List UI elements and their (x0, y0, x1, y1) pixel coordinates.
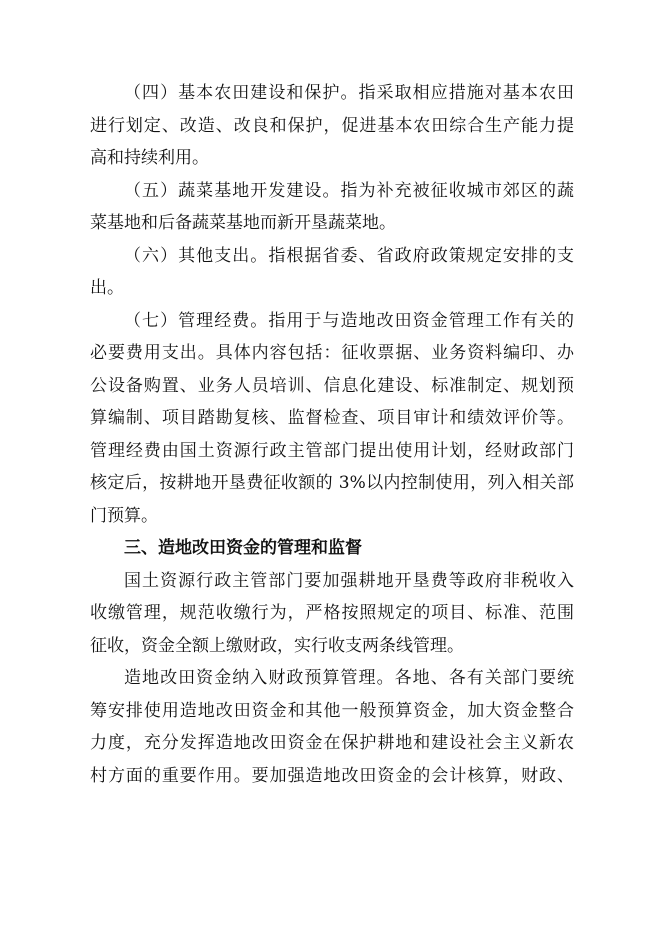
paragraph-4-line-2: 进行划定、改造、改良和保护，促进基本农田综合生产能力提 (90, 115, 574, 136)
paragraph-7-line-5: 管理经费由国土资源行政主管部门提出使用计划，经财政部门 (90, 440, 574, 461)
paragraph-8-line-1: 国土资源行政主管部门要加强耕地开垦费等政府非税收入 (124, 570, 574, 591)
section-heading-3: 三、造地改田资金的管理和监督 (124, 538, 362, 558)
paragraph-9-line-4: 村方面的重要作用。要加强造地改田资金的会计核算，财政、 (90, 765, 574, 786)
paragraph-4-line-3: 高和持续利用。 (90, 148, 209, 168)
paragraph-6-line-2: 出。 (90, 278, 124, 298)
paragraph-7-line-6: 核定后，按耕地开垦费征收额的 3%以内控制使用，列入相关部 (90, 473, 574, 493)
paragraph-6-line-1: （六）其他支出。指根据省委、省政府政策规定安排的支 (124, 245, 574, 266)
paragraph-7-line-2: 必要费用支出。具体内容包括：征收票据、业务资料编印、办 (90, 343, 574, 363)
paragraph-9-line-3: 力度，充分发挥造地改田资金在保护耕地和建设社会主义新农 (90, 733, 574, 753)
paragraph-7-line-1: （七）管理经费。指用于与造地改田资金管理工作有关的 (124, 310, 574, 331)
paragraph-7-line-4: 算编制、项目踏勘复核、监督检查、项目审计和绩效评价等。 (90, 408, 574, 428)
document-body (90, 77, 574, 792)
paragraph-9-line-1: 造地改田资金纳入财政预算管理。各地、各有关部门要统 (124, 668, 574, 688)
paragraph-5-line-2: 菜基地和后备蔬菜基地而新开垦蔬菜地。 (90, 213, 396, 233)
paragraph-5-line-1: （五）蔬菜基地开发建设。指为补充被征收城市郊区的蔬 (124, 180, 574, 201)
paragraph-8-line-3: 征收，资金全额上缴财政，实行收支两条线管理。 (90, 635, 464, 656)
paragraph-7-line-7: 门预算。 (90, 505, 158, 526)
paragraph-9-line-2: 筹安排使用造地改田资金和其他一般预算资金，加大资金整合 (90, 700, 574, 721)
paragraph-4-line-1: （四）基本农田建设和保护。指采取相应措施对基本农田 (124, 83, 574, 103)
paragraph-8-line-2: 收缴管理，规范收缴行为，严格按照规定的项目、标准、范围 (90, 603, 574, 623)
paragraph-7-line-3: 公设备购置、业务人员培训、信息化建设、标准制定、规划预 (90, 375, 574, 396)
